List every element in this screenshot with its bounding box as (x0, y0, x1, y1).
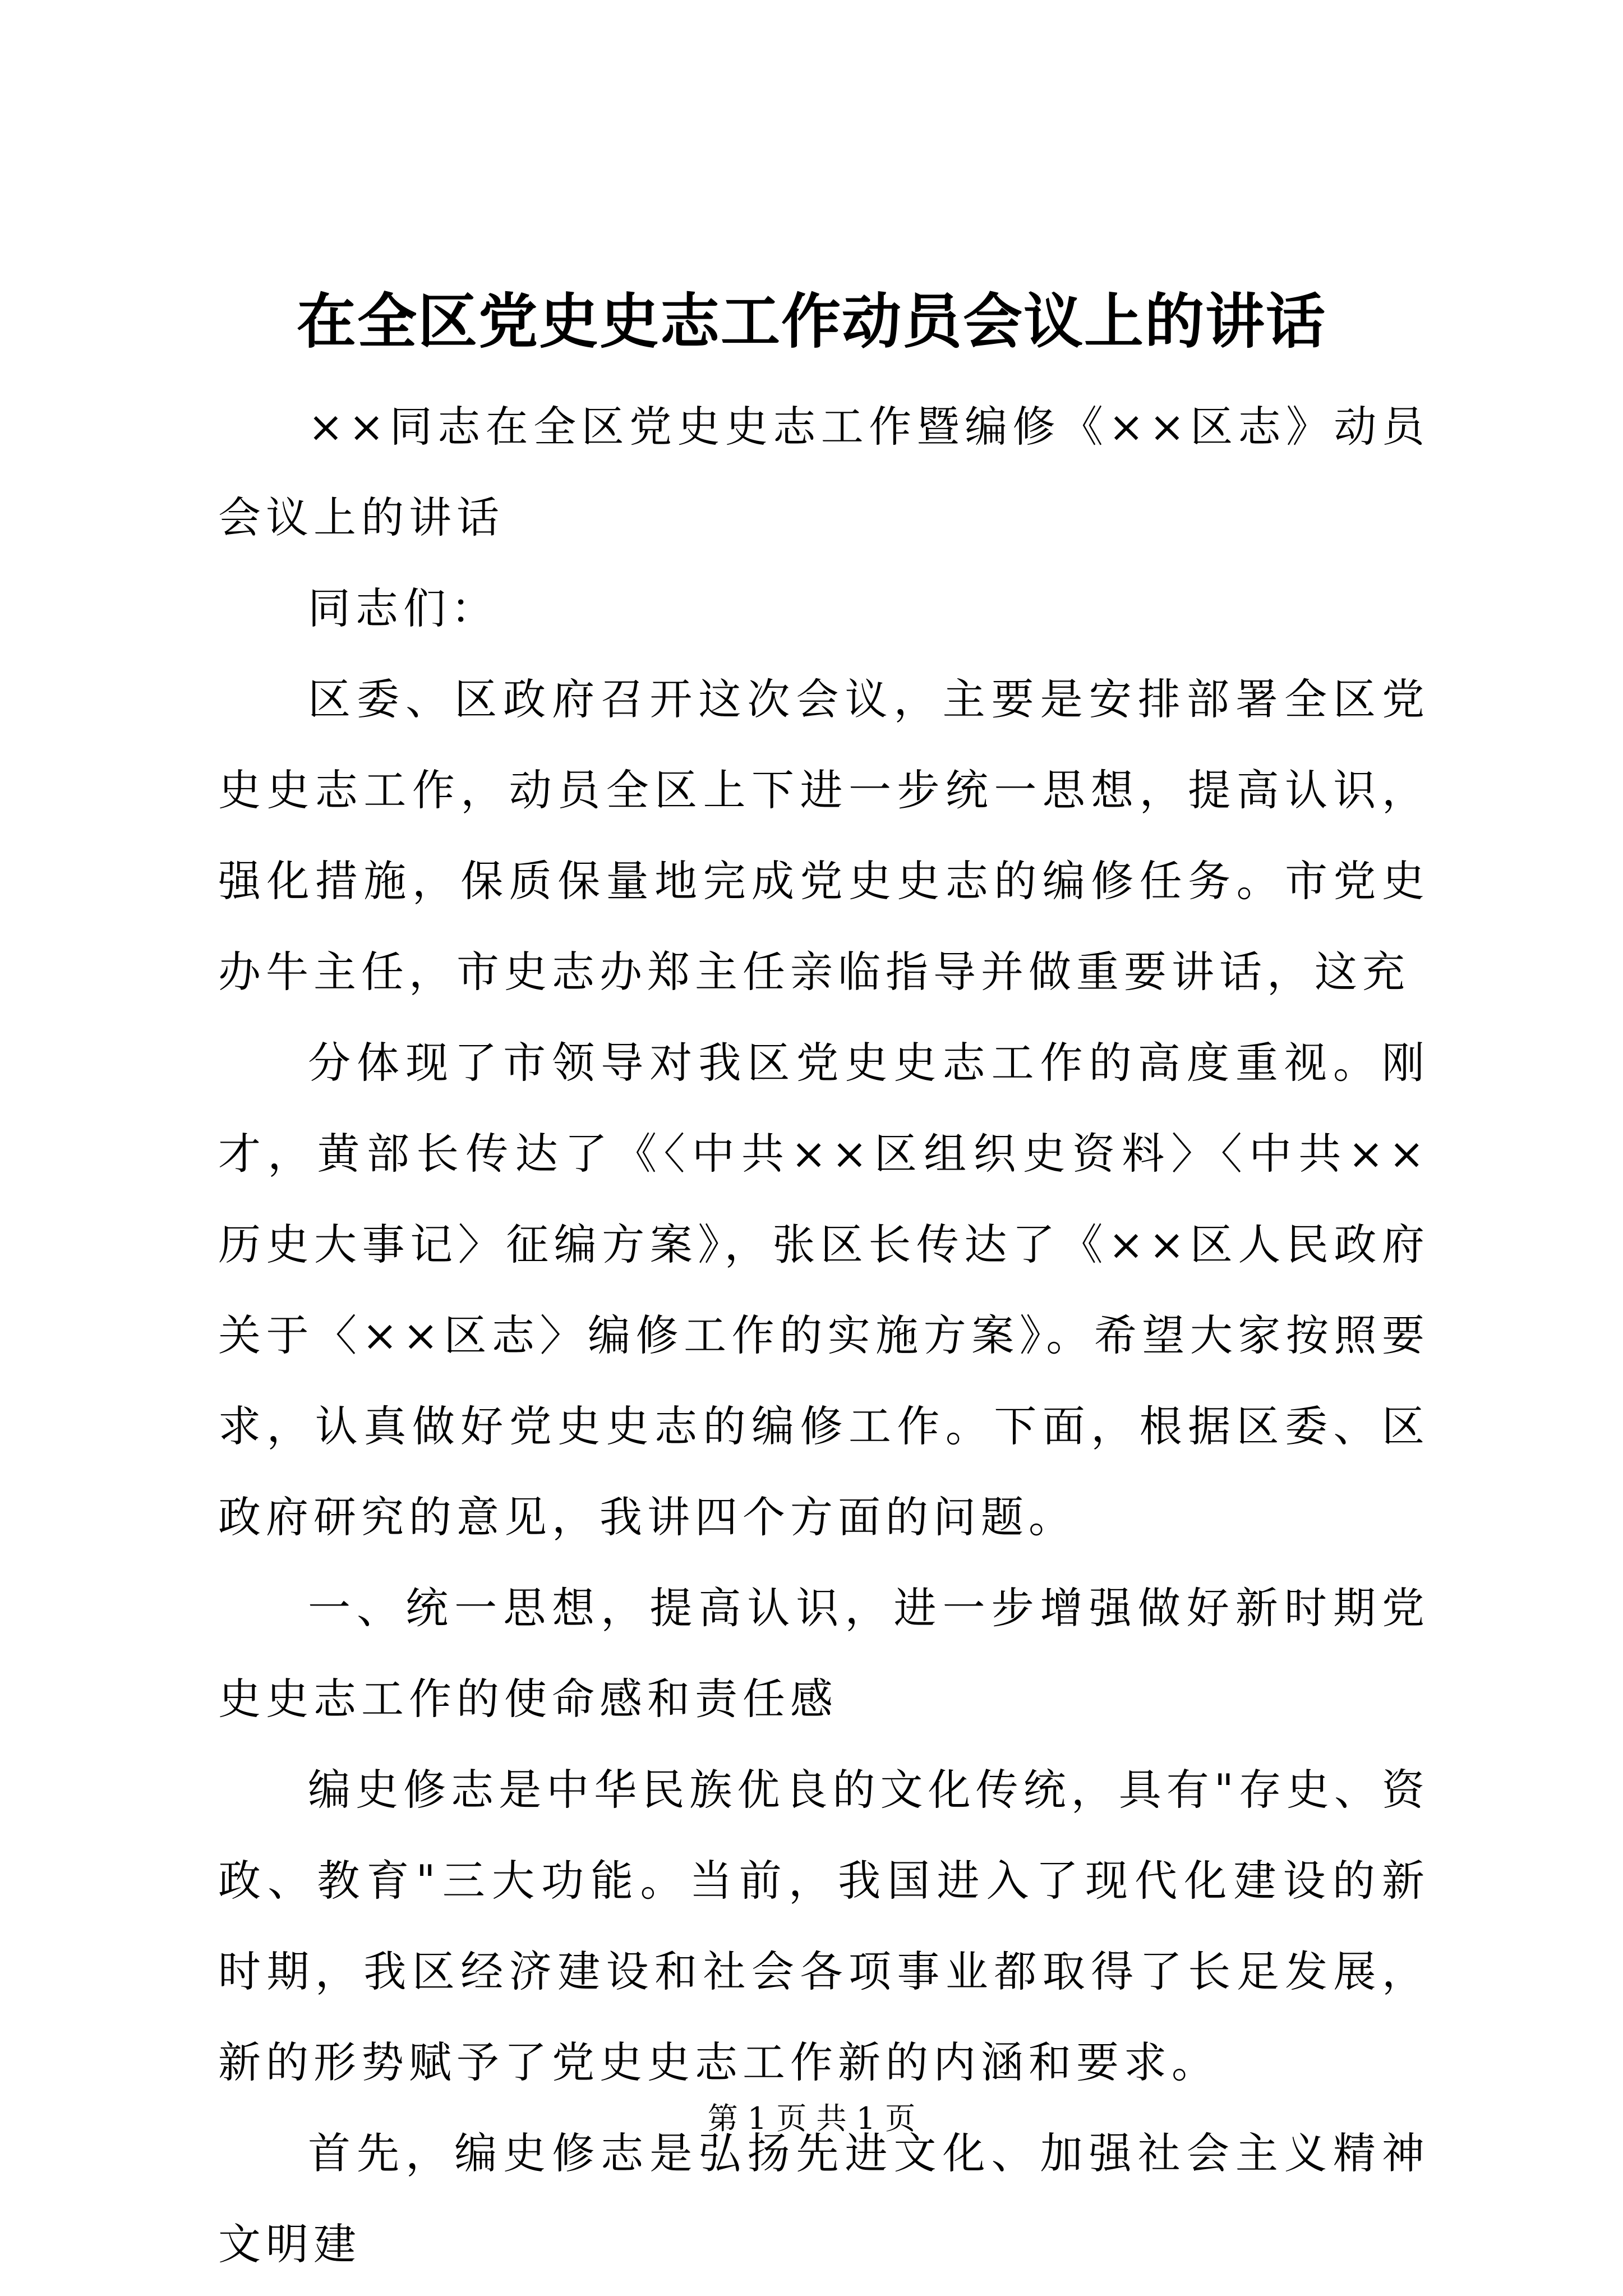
document-title: 在全区党史史志工作动员会议上的讲话 (297, 286, 1326, 356)
paragraph-salutation: 同志们： (308, 583, 499, 633)
section-heading-one: 一、统一思想，提高认识，进一步增强做好新时期党史史志工作的使命感和责任感 (218, 1583, 1430, 1724)
document-body (218, 381, 1430, 2290)
paragraph-tradition: 编史修志是中华民族优良的文化传统，具有"存史、资政、教育"三大功能。当前，我国进入了现代化建设的新时期，我区经济建设和社会各项事业都取得了长足发展，新的形势赋予了党史史志工作新的内涵和要求。 (218, 1765, 1430, 2087)
paragraph-opening: 区委、区政府召开这次会议，主要是安排部署全区党史史志工作，动员全区上下进一步统一思想，提高认识，强化措施，保质保量地完成党史史志的编修任务。市党史办牛主任，市史志办郑主任亲临指导并做重要讲话，这充 (218, 674, 1430, 997)
paragraph-first-point: 首先，编史修志是弘扬先进文化、加强社会主义精神文明建 (218, 2128, 1430, 2269)
paragraph-continuation: 分体现了市领导对我区党史史志工作的高度重视。刚才，黄部长传达了《〈中共××区组织史资料〉〈中共××历史大事记〉征编方案》，张区长传达了《××区人民政府关于〈××区志〉编修工作的实施方案》。希望大家按照要求，认真做好党史史志的编修工作。下面，根据区委、区政府研究的意见，我讲四个方面的问题。 (218, 1038, 1430, 1542)
paragraph-subtitle: ××同志在全区党史史志工作暨编修《××区志》动员会议上的讲话 (218, 402, 1430, 542)
page-number-footer: 第 1 页 共 1 页 (707, 2101, 916, 2136)
